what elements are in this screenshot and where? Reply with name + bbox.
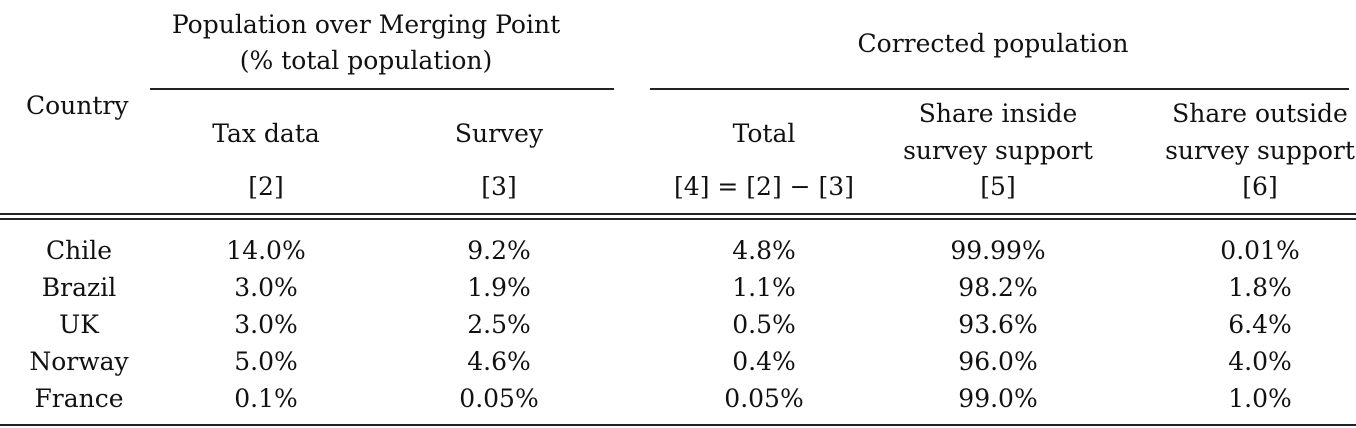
header-group-population: Population over Merging Point	[171, 10, 561, 39]
cell-share-inside: 93.6%	[958, 310, 1038, 339]
col-header-survey: Survey	[454, 119, 544, 148]
row-country: Chile	[45, 236, 113, 265]
group-population-underline	[150, 88, 614, 90]
cell-tax-data: 0.1%	[234, 384, 298, 413]
header-double-rule-bottom	[0, 218, 1356, 220]
cell-share-inside: 99.99%	[950, 236, 1046, 265]
header-double-rule-top	[0, 213, 1356, 215]
cell-total: 1.1%	[732, 273, 796, 302]
col-header-index-3: [3]	[481, 172, 517, 201]
cell-survey: 0.05%	[459, 384, 539, 413]
cell-total: 0.05%	[724, 384, 804, 413]
table-bottom-rule	[0, 424, 1356, 426]
cell-share-outside: 1.0%	[1228, 384, 1292, 413]
cell-survey: 4.6%	[467, 347, 531, 376]
col-header-index-2: [2]	[248, 172, 284, 201]
cell-share-inside: 98.2%	[958, 273, 1038, 302]
cell-share-outside: 1.8%	[1228, 273, 1292, 302]
cell-share-outside: 0.01%	[1220, 236, 1300, 265]
header-country: Country	[26, 91, 129, 120]
row-country: Brazil	[41, 273, 117, 302]
col-header-share-inside-2: survey support	[903, 136, 1093, 165]
cell-total: 4.8%	[732, 236, 796, 265]
cell-share-outside: 6.4%	[1228, 310, 1292, 339]
cell-share-inside: 96.0%	[958, 347, 1038, 376]
cell-total: 0.5%	[732, 310, 796, 339]
row-country: France	[34, 384, 124, 413]
cell-tax-data: 14.0%	[226, 236, 306, 265]
cell-share-outside: 4.0%	[1228, 347, 1292, 376]
cell-survey: 1.9%	[467, 273, 531, 302]
cell-tax-data: 3.0%	[234, 310, 298, 339]
cell-survey: 9.2%	[467, 236, 531, 265]
row-country: UK	[59, 310, 99, 339]
header-group-corrected: Corrected population	[857, 29, 1129, 58]
row-country: Norway	[29, 347, 129, 376]
cell-tax-data: 3.0%	[234, 273, 298, 302]
col-header-share-outside-1: Share outside	[1172, 99, 1348, 128]
cell-tax-data: 5.0%	[234, 347, 298, 376]
col-header-index-5: [5]	[980, 172, 1016, 201]
col-header-total: Total	[732, 119, 796, 148]
header-group-population-sub: (% total population)	[239, 46, 493, 75]
cell-survey: 2.5%	[467, 310, 531, 339]
col-header-share-outside-2: survey support	[1165, 136, 1355, 165]
group-corrected-underline	[650, 88, 1349, 90]
cell-share-inside: 99.0%	[958, 384, 1038, 413]
cell-total: 0.4%	[732, 347, 796, 376]
col-header-tax-data: Tax data	[212, 119, 320, 148]
col-header-index-6: [6]	[1242, 172, 1278, 201]
col-header-share-inside-1: Share inside	[918, 99, 1078, 128]
col-header-index-4: [4] = [2] − [3]	[674, 172, 854, 201]
